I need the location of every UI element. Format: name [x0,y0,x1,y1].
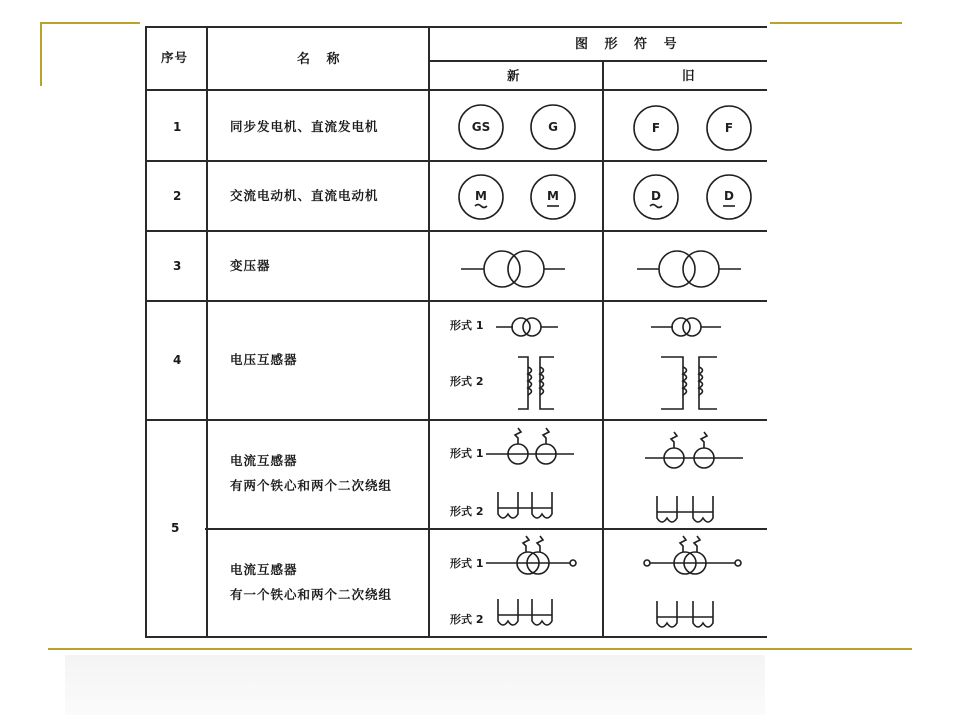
symbol-label: F [724,121,734,135]
table-rule [145,26,767,28]
current-transformer-one-core-old [603,529,767,636]
form-label-2: 形式 2 [450,613,484,626]
symbol-label: F [651,121,661,135]
motor-symbols-new [428,160,602,230]
row-index: 3 [173,259,182,273]
form-label-1: 形式 1 [450,557,484,570]
header-index: 序号 [161,50,189,65]
accent-line-top-left [40,22,140,24]
form-label-1: 形式 1 [450,447,484,460]
generator-symbols-new [428,90,602,160]
row-name-line1: 电流互感器 [230,453,298,468]
symbol-label: D [651,189,661,203]
symbol-label: G [548,120,558,134]
table-rule [206,26,208,638]
row-name-line2: 有两个铁心和两个二次绕组 [230,478,393,493]
table-rule [428,60,767,62]
row-index: 1 [173,120,182,134]
symbol-label: M [547,189,559,203]
header-old: 旧 [682,68,696,83]
symbol-label: GS [471,120,491,134]
motor-symbols-old [603,160,767,230]
accent-line-bottom [48,648,912,650]
form-label-2: 形式 2 [450,505,484,518]
symbol-label: D [724,189,734,203]
row-name-line2: 有一个铁心和两个二次绕组 [230,587,393,602]
current-transformer-one-core-new [428,529,602,636]
header-new: 新 [507,68,521,83]
table-rule [145,26,147,638]
symbol-label: M [475,189,487,203]
accent-line-top-right [770,22,902,24]
current-transformer-two-core-new [428,420,602,528]
row-index: 5 [171,521,180,535]
transformer-symbol-old [603,231,767,301]
row-name: 同步发电机、直流发电机 [230,119,379,134]
row-name: 交流电动机、直流电动机 [230,188,379,203]
voltage-transformer-symbols-new [428,301,602,419]
transformer-symbol-new [428,231,602,301]
generator-symbols-old [603,90,767,160]
voltage-transformer-symbols-old [603,301,767,419]
blurred-footer-area [65,655,765,715]
form-label-1: 形式 1 [450,319,484,332]
form-label-2: 形式 2 [450,375,484,388]
row-name: 电压互感器 [230,352,298,367]
header-symbol: 图 形 符 号 [575,37,683,52]
row-name-line1: 电流互感器 [230,562,298,577]
symbol-table [145,26,767,640]
row-index: 4 [173,353,182,367]
row-index: 2 [173,189,182,203]
current-transformer-two-core-old [603,420,767,528]
row-name: 变压器 [230,258,271,273]
accent-line-left-vertical [40,22,42,86]
header-name: 名 称 [297,52,346,67]
table-rule [145,636,767,638]
